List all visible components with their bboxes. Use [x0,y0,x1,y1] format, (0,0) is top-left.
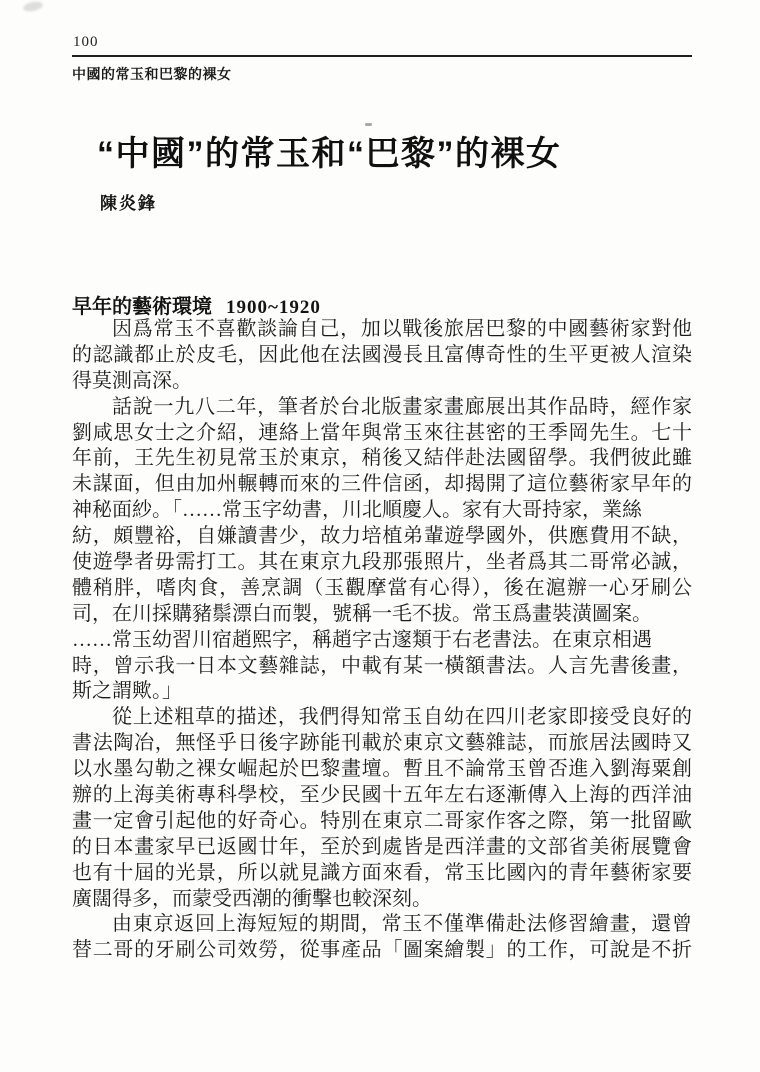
body-line: 使遊學者毋需打工。其在東京九段那張照片，坐者爲其二哥常必誠， [72,551,692,574]
body-line: 紡，頗豐裕，自嫌讀書少，故力培植弟輩遊學國外，供應費用不缺， [72,525,692,548]
body-line: 以水墨勾勒之裸女崛起於巴黎畫壇。暫且不論常玉曾否進入劉海粟創 [72,758,692,781]
body-line: 斯之謂歟。」 [72,680,182,703]
body-line: 話說一九八二年，筆者於台北版畫家畫廊展出其作品時，經作家 [112,395,692,418]
body-line: 劉咸思女士之介紹，連絡上當年與常玉來往甚密的王季岡先生。七十 [72,421,692,444]
body-line: 廣闊得多，而蒙受西潮的衝擊也較深刻。 [72,887,432,910]
article-author: 陳炎鋒 [100,194,157,213]
body-line: 辦的上海美術專科學校，至少民國十五年左右逐漸傳入上海的西洋油 [72,784,692,807]
body-line: 替二哥的牙刷公司效勞，從事產品「圖案繪製」的工作，可說是不折 [72,939,692,962]
body-line: ……常玉幼習川宿趙熙字，稱趙字古邃類于右老書法。在東京相遇 [72,628,652,651]
section-heading-years: 1900~1920 [226,297,321,318]
scan-artifact [22,0,43,13]
body-line: 因爲常玉不喜歡談論自己，加以戰後旅居巴黎的中國藝術家對他 [112,318,692,340]
body-line: 神秘面紗。「……常玉字幼書，川北順慶人。家有大哥持家，業絲 [72,499,642,522]
body-line: 書法陶冶，無怪乎日後字跡能刊載於東京文藝雜誌，而旅居法國時又 [72,732,692,755]
running-header: 中國的常玉和巴黎的裸女 [72,66,232,82]
body-line: 司，在川採購豬鬃漂白而製，號稱一毛不拔。常玉爲畫裝潢圖案。 [72,602,652,625]
article-title: “中國”的常玉和“巴黎”的裸女 [97,135,562,173]
body-line: 未謀面，但由加州輾轉而來的三件信函，却揭開了這位藝術家早年的 [72,473,692,496]
section-heading-text: 早年的藝術環境 [72,296,212,318]
body-line: 畫一定會引起他的好奇心。特別在東京二哥家作客之際，第一批留歐 [72,809,692,832]
body-text [72,317,692,964]
body-line: 由東京返回上海短短的期間，常玉不僅準備赴法修習繪畫，還曾 [112,913,692,936]
section-heading [72,290,321,319]
body-line: 年前，王先生初見常玉於東京，稍後又結伴赴法國留學。我們彼此雖 [72,447,692,470]
body-line: 的認識都止於皮毛，因此他在法國漫長且富傳奇性的生平更被人渲染 [72,343,692,366]
page-number: 100 [73,34,99,50]
body-line: 時，曾示我一日本文藝雜誌，中載有某一橫額書法。人言先書後畫， [72,654,692,677]
body-line: 從上述粗草的描述，我們得知常玉自幼在四川老家即接受良好的 [112,706,692,729]
body-line: 得莫測高深。 [72,369,192,392]
body-line: 的日本畫家早已返國廿年，至於到處皆是西洋畫的文部省美術展覽會 [72,835,692,858]
body-line: 也有十屆的光景，所以就見識方面來看，常玉比國內的青年藝術家要 [72,861,692,884]
header-rule [72,55,692,57]
body-line: 體稍胖，嗜肉食，善烹調（玉觀摩當有心得），後在滬辦一心牙刷公 [72,576,692,599]
